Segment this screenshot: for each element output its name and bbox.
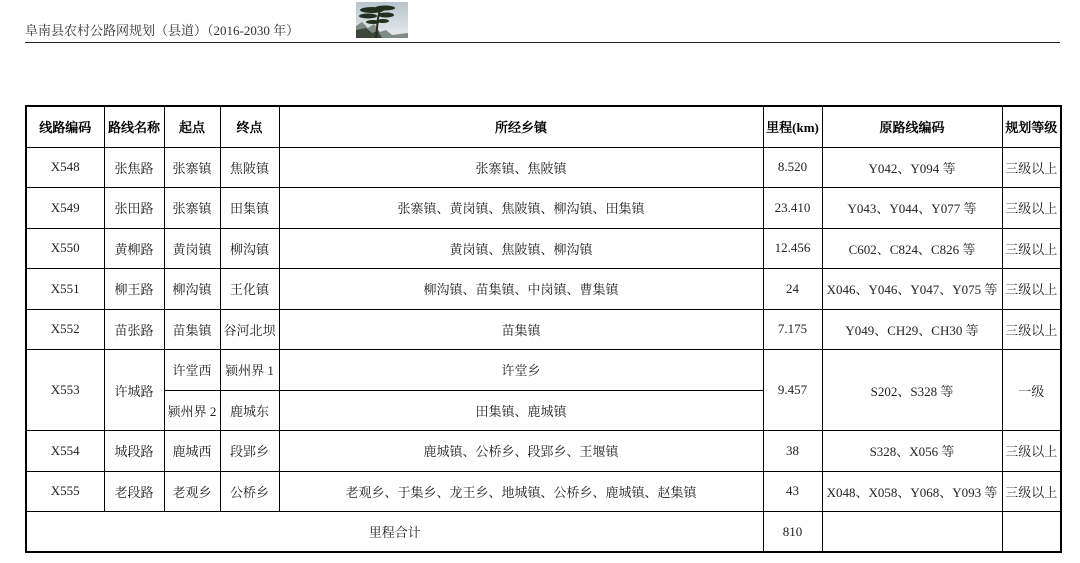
table-header-row	[26, 106, 1061, 147]
header-end-point: 终点	[220, 106, 279, 147]
start-point-cell: 许堂西	[164, 350, 220, 391]
start-point-cell: 老观乡	[164, 471, 220, 512]
mileage-cell: 9.457	[763, 350, 822, 431]
original-codes-cell: X048、X058、Y068、Y093 等	[822, 471, 1002, 512]
grade-cell: 三级以上	[1002, 471, 1061, 512]
original-codes-cell: Y043、Y044、Y077 等	[822, 188, 1002, 229]
route-name-cell: 许城路	[104, 350, 164, 431]
header-mileage: 里程(km)	[763, 106, 822, 147]
start-point-cell: 黄岗镇	[164, 228, 220, 269]
table-row	[26, 431, 1061, 472]
mileage-cell: 8.520	[763, 147, 822, 188]
towns-cell: 黄岗镇、焦陂镇、柳沟镇	[279, 228, 763, 269]
grade-cell: 三级以上	[1002, 147, 1061, 188]
original-codes-cell: Y049、CH29、CH30 等	[822, 309, 1002, 350]
grade-cell: 三级以上	[1002, 188, 1061, 229]
original-codes-cell: C602、C824、C826 等	[822, 228, 1002, 269]
grade-cell: 三级以上	[1002, 309, 1061, 350]
mileage-cell: 23.410	[763, 188, 822, 229]
end-point-cell: 段郢乡	[220, 431, 279, 472]
table-row	[26, 228, 1061, 269]
start-point-cell: 柳沟镇	[164, 269, 220, 310]
route-code-cell: X549	[26, 188, 104, 229]
table-row	[26, 188, 1061, 229]
original-codes-cell: X046、Y046、Y047、Y075 等	[822, 269, 1002, 310]
start-point-cell: 张寨镇	[164, 147, 220, 188]
grade-cell: 三级以上	[1002, 269, 1061, 310]
header-towns-passed: 所经乡镇	[279, 106, 763, 147]
document-header	[25, 0, 1060, 43]
table-row	[26, 309, 1061, 350]
towns-cell: 张寨镇、焦陂镇	[279, 147, 763, 188]
end-point-cell: 王化镇	[220, 269, 279, 310]
header-original-codes: 原路线编码	[822, 106, 1002, 147]
end-point-cell: 焦陂镇	[220, 147, 279, 188]
end-point-cell: 鹿城东	[220, 390, 279, 431]
table-row	[26, 147, 1061, 188]
end-point-cell: 柳沟镇	[220, 228, 279, 269]
start-point-cell: 鹿城西	[164, 431, 220, 472]
header-planned-grade: 规划等级	[1002, 106, 1061, 147]
route-name-cell: 张焦路	[104, 147, 164, 188]
route-code-cell: X550	[26, 228, 104, 269]
end-point-cell: 公桥乡	[220, 471, 279, 512]
route-name-cell: 城段路	[104, 431, 164, 472]
route-code-cell: X548	[26, 147, 104, 188]
start-point-cell: 张寨镇	[164, 188, 220, 229]
original-codes-cell: S202、S328 等	[822, 350, 1002, 431]
header-pine-tree-image	[356, 2, 408, 38]
towns-cell: 田集镇、鹿城镇	[279, 390, 763, 431]
start-point-cell: 苗集镇	[164, 309, 220, 350]
mileage-cell: 38	[763, 431, 822, 472]
end-point-cell: 谷河北坝	[220, 309, 279, 350]
towns-cell: 许堂乡	[279, 350, 763, 391]
total-empty-cell	[822, 512, 1002, 553]
total-mileage-cell: 810	[763, 512, 822, 553]
towns-cell: 老观乡、于集乡、龙王乡、地城镇、公桥乡、鹿城镇、赵集镇	[279, 471, 763, 512]
route-name-cell: 老段路	[104, 471, 164, 512]
original-codes-cell: S328、X056 等	[822, 431, 1002, 472]
route-code-cell: X553	[26, 350, 104, 431]
total-label-cell: 里程合计	[26, 512, 763, 553]
route-code-cell: X554	[26, 431, 104, 472]
header-route-code: 线路编码	[26, 106, 104, 147]
grade-cell: 一级	[1002, 350, 1061, 431]
table-row	[26, 350, 1061, 391]
start-point-cell: 颍州界 2	[164, 390, 220, 431]
route-name-cell: 黄柳路	[104, 228, 164, 269]
end-point-cell: 颍州界 1	[220, 350, 279, 391]
grade-cell: 三级以上	[1002, 431, 1061, 472]
original-codes-cell: Y042、Y094 等	[822, 147, 1002, 188]
county-road-table	[25, 105, 1062, 553]
route-code-cell: X555	[26, 471, 104, 512]
route-code-cell: X551	[26, 269, 104, 310]
route-name-cell: 张田路	[104, 188, 164, 229]
towns-cell: 苗集镇	[279, 309, 763, 350]
end-point-cell: 田集镇	[220, 188, 279, 229]
towns-cell: 柳沟镇、苗集镇、中岗镇、曹集镇	[279, 269, 763, 310]
document-title: 阜南县农村公路网规划（县道）（2016-2030 年）	[25, 23, 300, 38]
mileage-cell: 7.175	[763, 309, 822, 350]
route-code-cell: X552	[26, 309, 104, 350]
route-name-cell: 苗张路	[104, 309, 164, 350]
towns-cell: 张寨镇、黄岗镇、焦陂镇、柳沟镇、田集镇	[279, 188, 763, 229]
header-route-name: 路线名称	[104, 106, 164, 147]
grade-cell: 三级以上	[1002, 228, 1061, 269]
mileage-cell: 24	[763, 269, 822, 310]
header-start-point: 起点	[164, 106, 220, 147]
mileage-cell: 43	[763, 471, 822, 512]
mileage-cell: 12.456	[763, 228, 822, 269]
table-row	[26, 471, 1061, 512]
towns-cell: 鹿城镇、公桥乡、段郢乡、王堰镇	[279, 431, 763, 472]
table-total-row	[26, 512, 1061, 553]
total-empty-cell	[1002, 512, 1061, 553]
table-row	[26, 269, 1061, 310]
route-name-cell: 柳王路	[104, 269, 164, 310]
